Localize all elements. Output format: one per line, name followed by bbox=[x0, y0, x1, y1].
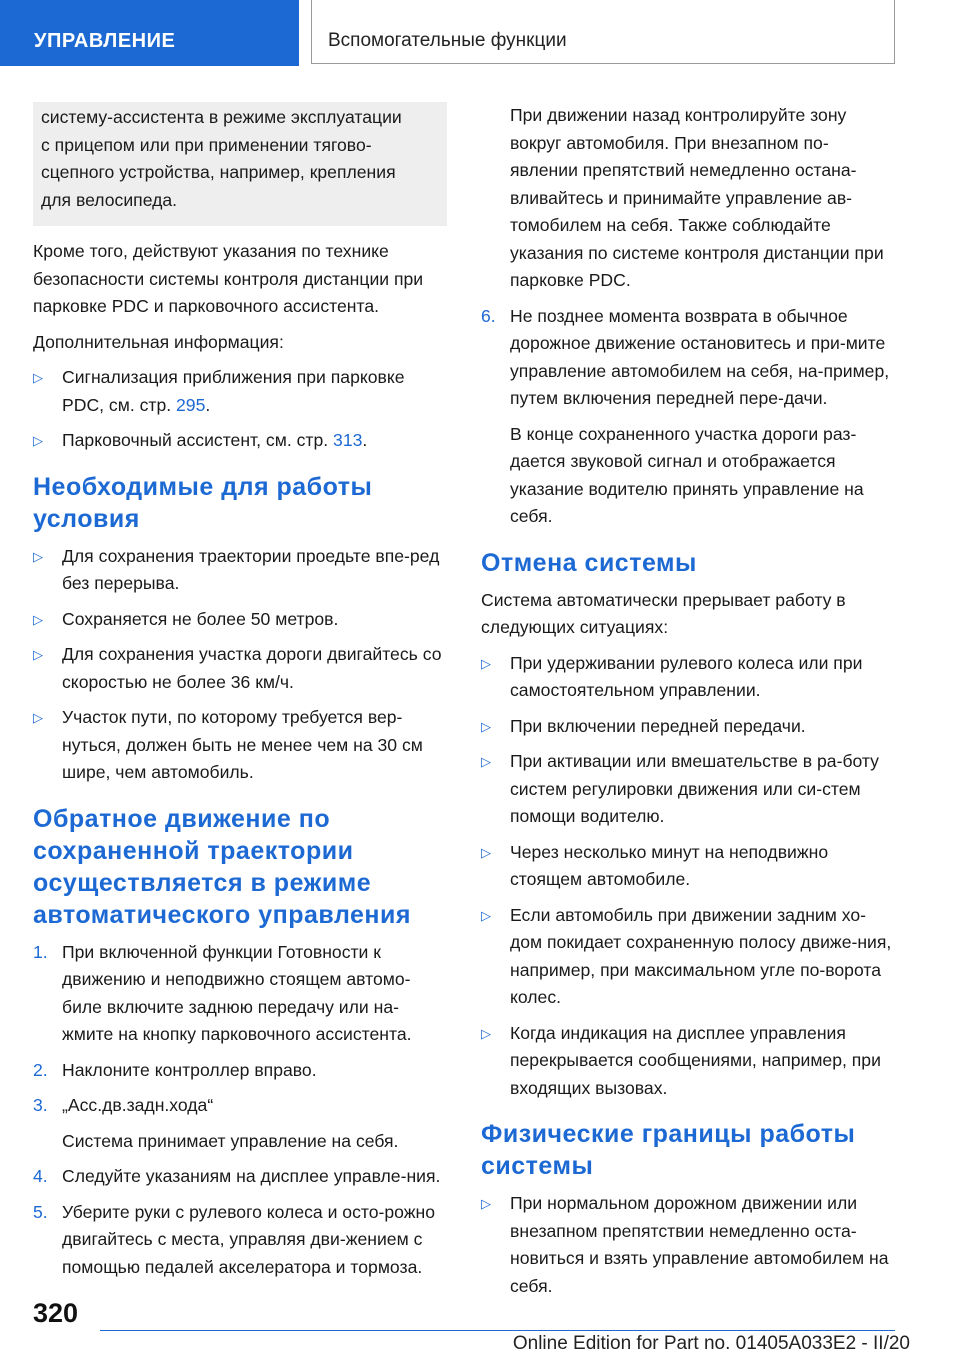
bullet-icon: ▷ bbox=[481, 907, 491, 923]
list-item: ▷ Парковочный ассистент, см. стр. 313. bbox=[33, 427, 447, 455]
chapter-title: Вспомогательные функции bbox=[311, 0, 895, 64]
step-number: 5. bbox=[33, 1201, 48, 1222]
edition-footer: Online Edition for Part no. 01405A033E2 - II/20 bbox=[512, 1333, 910, 1354]
list-item: ▷ Для сохранения участка дороги двигайтесь со скоростью не более 36 км/ч. bbox=[33, 641, 447, 696]
list-item: ▷ При удерживании рулевого колеса или при самостоятельном управлении. bbox=[481, 650, 895, 705]
page-header bbox=[0, 0, 960, 66]
page-link-313[interactable]: 313 bbox=[333, 430, 363, 450]
step-item: 6. Не позднее момента возврата в обычное дорожное движение остановитесь и при-мите управление автомобилем на себя, на-пример, путем включения передней пере-дачи. bbox=[481, 303, 895, 413]
bullet-icon: ▷ bbox=[33, 370, 43, 385]
note-box bbox=[33, 102, 447, 226]
bullet-icon: ▷ bbox=[481, 844, 491, 860]
step-item: 3. „Асс.дв.задн.хода“ bbox=[33, 1092, 447, 1120]
note-line: сцепного устройства, например, крепления bbox=[41, 162, 396, 182]
step-number: 6. bbox=[481, 305, 496, 326]
steps-list bbox=[481, 303, 895, 413]
page-number: 320 bbox=[33, 1298, 79, 1328]
list-item: ▷ При включении передней передачи. bbox=[481, 713, 895, 741]
steps-list bbox=[33, 939, 447, 1120]
list-item: ▷ При активации или вмешательстве в ра-боту систем регулировки движения или си-стем помощи водителю. bbox=[481, 748, 895, 831]
note-line: систему-ассистента в режиме эксплуатации bbox=[41, 107, 402, 127]
bullet-icon: ▷ bbox=[33, 611, 43, 627]
bullet-icon: ▷ bbox=[33, 548, 43, 564]
paragraph: Дополнительная информация: bbox=[33, 331, 284, 352]
list-item: ▷ Если автомобиль при движении задним хо-дом покидает сохраненную полосу движе-ния, например, при максимальном угле по-ворота колес. bbox=[481, 902, 895, 1012]
step-number: 3. bbox=[33, 1095, 48, 1115]
list-item: ▷ Когда индикация на дисплее управления перекрывается сообщениями, например, при входящих вызовах. bbox=[481, 1020, 895, 1103]
list-item: ▷ Через несколько минут на неподвижно стоящем автомобиле. bbox=[481, 839, 895, 894]
step-note: Система принимает управление на себя. bbox=[62, 1130, 399, 1151]
conditions-list bbox=[33, 543, 447, 787]
note-line: для велосипеда. bbox=[41, 189, 178, 210]
list-item: ▷ При нормальном дорожном движении или внезапном препятствии немедленно оста-новиться и взять управление автомобилем на себя. bbox=[481, 1190, 895, 1300]
limits-list bbox=[481, 1190, 895, 1300]
section-heading: Физические границы работы системы bbox=[481, 1120, 856, 1180]
section-heading: Обратное движение по сохраненной траектории осуществляется в режиме автоматического управления bbox=[33, 804, 411, 929]
paragraph: Система автоматически прерывает работу в следующих ситуациях: bbox=[481, 589, 846, 637]
steps-list bbox=[33, 1163, 447, 1281]
right-column bbox=[481, 102, 895, 1308]
step-item: 5. Уберите руки с рулевого колеса и осто-рожно двигайтесь с места, управляя дви-жением с помощью педалей акселератора и тормоза. bbox=[33, 1199, 447, 1282]
section-heading: Необходимые для работы условия bbox=[33, 472, 373, 533]
info-list bbox=[33, 364, 447, 455]
list-item: ▷ Участок пути, по которому требуется вер-нуться, должен быть не менее чем на 30 см шире, чем автомобиль. bbox=[33, 704, 447, 787]
list-item: ▷ Сохраняется не более 50 метров. bbox=[33, 606, 447, 634]
left-column bbox=[33, 102, 447, 1289]
bullet-icon: ▷ bbox=[481, 1196, 491, 1211]
step-note: В конце сохраненного участка дороги раз-дается звуковой сигнал и отображается указание водителю принять управление на себя. bbox=[510, 423, 864, 526]
bullet-icon: ▷ bbox=[33, 647, 43, 662]
bullet-icon: ▷ bbox=[481, 754, 491, 769]
section-label: УПРАВЛЕНИЕ bbox=[0, 0, 299, 66]
bullet-icon: ▷ bbox=[481, 1025, 491, 1041]
page-link-295[interactable]: 295 bbox=[176, 394, 206, 415]
step-note: При движении назад контролируйте зону вокруг автомобиля. При внезапном по-явлении препятствий немедленно остана-вливайтесь и принимайте управление ав-томобилем на себя. Также соблюдайте указания по системе контроля дистанции при парковке PDC. bbox=[510, 105, 884, 290]
bullet-icon: ▷ bbox=[33, 433, 43, 448]
list-item: ▷ Для сохранения траектории проедьте впе-ред без перерыва. bbox=[33, 543, 447, 598]
bullet-icon: ▷ bbox=[33, 710, 43, 725]
paragraph: Кроме того, действуют указания по технике безопасности системы контроля дистанции при парковке PDC и парковочного ассистента. bbox=[33, 241, 424, 316]
step-item: 1. При включенной функции Готовности к движению и неподвижно стоящем автомо-биле включите заднюю передачу или на-жмите на кнопку парковочного ассистента. bbox=[33, 939, 447, 1049]
step-item: 4. Следуйте указаниям на дисплее управле-ния. bbox=[33, 1163, 447, 1191]
step-number: 4. bbox=[33, 1166, 48, 1186]
bullet-icon: ▷ bbox=[481, 655, 491, 671]
step-number: 1. bbox=[33, 941, 48, 962]
step-item: 2. Наклоните контроллер вправо. bbox=[33, 1057, 447, 1085]
list-item: ▷ Сигнализация приближения при парковке PDC, см. стр. 295. bbox=[33, 364, 447, 419]
bullet-icon: ▷ bbox=[481, 718, 491, 734]
step-number: 2. bbox=[33, 1059, 48, 1080]
footer-divider bbox=[100, 1330, 895, 1331]
section-heading: Отмена системы bbox=[481, 548, 697, 577]
cancel-list bbox=[481, 650, 895, 1103]
note-line: с прицепом или при применении тягово- bbox=[41, 134, 372, 155]
